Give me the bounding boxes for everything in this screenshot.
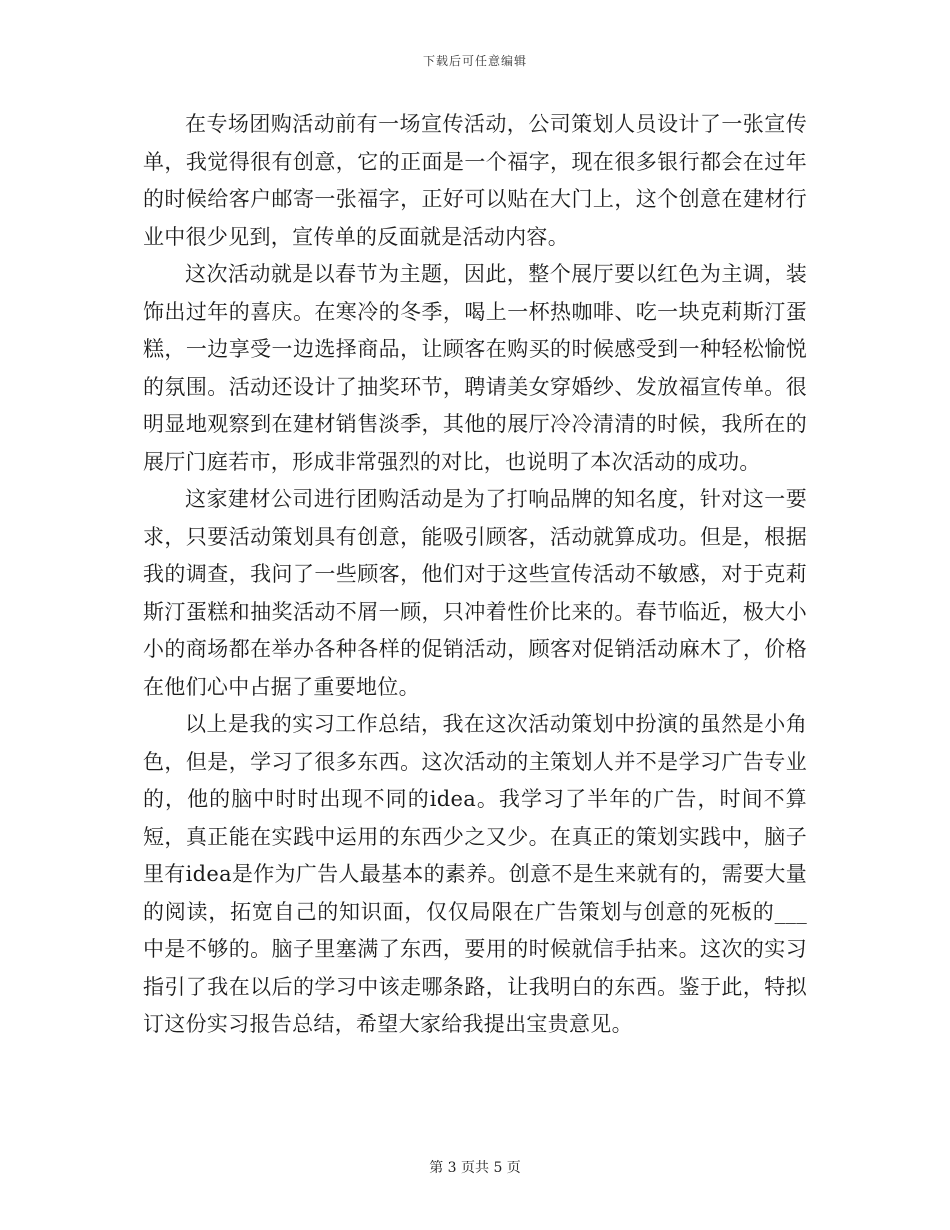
page-number: 第 3 页共 5 页 (429, 1160, 521, 1176)
page-header-note: 下载后可任意编辑 (422, 54, 527, 68)
paragraph-2: 这次活动就是以春节为主题，因此，整个展厅要以红色为主调，装饰出过年的喜庆。在寒冷的冬季，喝上一杯热咖啡、吃一块克莉斯汀蛋糕，一边享受一边选择商品，让顾客在购买的时候感受到一种轻松愉悦的氛围。活动还设计了抽奖环节，聘请美女穿婚纱、发放福宣传单。很明显地观察到在建材销售淡季，其他的展厅冷冷清清的时候，我所在的展厅门庭若市，形成非常强烈的对比，也说明了本次活动的成功。 (143, 262, 807, 474)
paragraph-3: 这家建材公司进行团购活动是为了打响品牌的知名度，针对这一要求，只要活动策划具有创意，能吸引顾客，活动就算成功。但是，根据我的调查，我问了一些顾客，他们对于这些宣传活动不敏感，对于克莉斯汀蛋糕和抽奖活动不屑一顾，只冲着性价比来的。春节临近，极大小小的商场都在举办各种各样的促销活动，顾客对促销活动麻木了，价格在他们心中占据了重要地位。 (143, 487, 807, 699)
paragraph-1: 在专场团购活动前有一场宣传活动，公司策划人员设计了一张宣传单，我觉得很有创意，它的正面是一个福字，现在很多银行都会在过年的时候给客户邮寄一张福字，正好可以贴在大门上，这个创意在建材行业中很少见到，宣传单的反面就是活动内容。 (143, 112, 807, 249)
paragraph-4: 以上是我的实习工作总结，我在这次活动策划中扮演的虽然是小角色，但是，学习了很多东西。这次活动的主策划人并不是学习广告专业的，他的脑中时时出现不同的idea。我学习了半年的广告，时间不算短，真正能在实践中运用的东西少之又少。在真正的策划实践中，脑子里有idea是作为广告人最基本的素养。创意不是生来就有的，需要大量的阅读，拓宽自己的知识面，仅仅局限在广告策划与创意的死板的___中是不够的。脑子里塞满了东西，要用的时候就信手拈来。这次的实习指引了我在以后的学习中该走哪条路，让我明白的东西。鉴于此，特拟订这份实习报告总结，希望大家给我提出宝贵意见。 (143, 712, 808, 1036)
document-body (143, 106, 807, 1044)
